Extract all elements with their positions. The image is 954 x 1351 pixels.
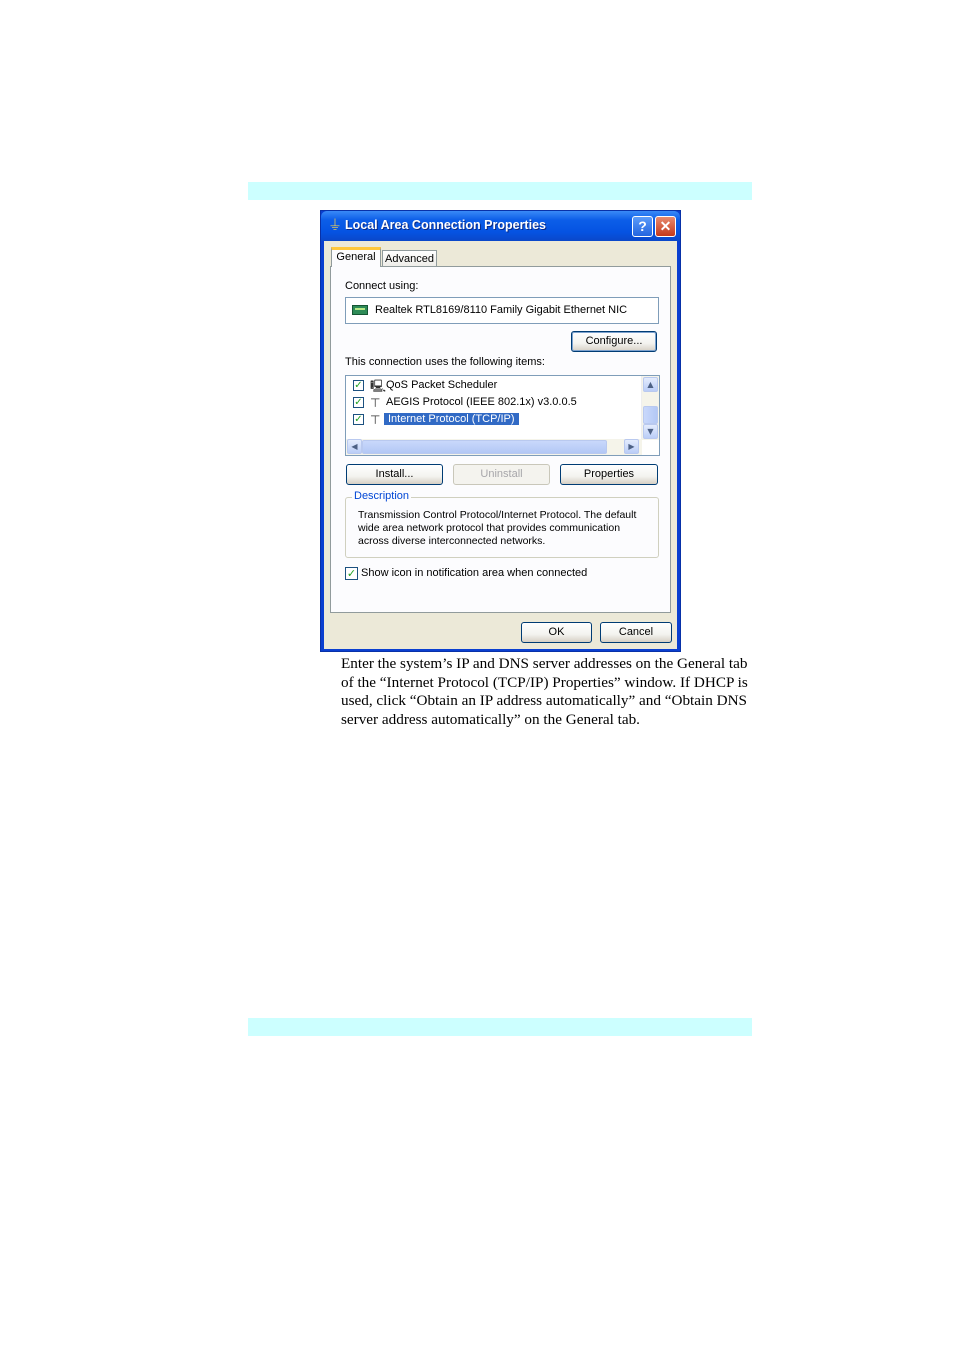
close-button[interactable]: ✕ [655, 216, 676, 237]
title-bar[interactable] [321, 211, 680, 241]
protocol-icon: ⊤ [370, 413, 381, 427]
item-label: QoS Packet Scheduler [386, 379, 498, 391]
dialog-title: Local Area Connection Properties [345, 218, 546, 232]
dialog-client-area [324, 241, 677, 649]
description-group [345, 490, 659, 558]
scroll-right-icon[interactable]: ▶ [624, 439, 639, 454]
scroll-thumb[interactable] [643, 406, 658, 424]
list-item[interactable] [346, 412, 642, 428]
configure-button[interactable]: Configure... [571, 331, 657, 352]
install-button[interactable]: Install... [346, 464, 443, 485]
show-icon-label: Show icon in notification area when connected [361, 567, 588, 579]
description-text: Transmission Control Protocol/Internet Protocol. The default wide area network protocol that provides communication across diverse interconnected networks. [358, 509, 637, 547]
adapter-name: Realtek RTL8169/8110 Family Gigabit Ethernet NIC [375, 304, 628, 316]
header-band [248, 182, 752, 200]
list-item[interactable] [346, 395, 642, 411]
network-connection-icon: ⏚ [328, 218, 342, 234]
item-checkbox[interactable]: ✓ [354, 414, 363, 425]
items-label: This connection uses the following items: [345, 356, 545, 368]
footer-band [248, 1018, 752, 1036]
general-tab-panel [330, 266, 671, 613]
horizontal-scrollbar[interactable] [346, 439, 642, 455]
scroll-up-icon[interactable]: ▲ [643, 377, 658, 392]
ok-button[interactable]: OK [521, 622, 592, 643]
scroll-left-icon[interactable]: ◀ [347, 439, 362, 454]
item-checkbox[interactable]: ✓ [354, 380, 363, 391]
adapter-field [345, 297, 659, 324]
list-item[interactable] [346, 378, 642, 394]
description-legend: Description [354, 490, 410, 502]
connection-items-list[interactable] [345, 375, 660, 456]
properties-button[interactable]: Properties [560, 464, 658, 485]
item-checkbox[interactable]: ✓ [354, 397, 363, 408]
scroll-down-icon[interactable]: ▼ [643, 424, 658, 439]
uninstall-button[interactable]: Uninstall [453, 464, 550, 485]
local-area-connection-properties-dialog [320, 210, 681, 652]
tab-general[interactable]: General [331, 247, 381, 267]
help-button[interactable]: ? [632, 216, 653, 237]
network-card-icon [352, 305, 368, 315]
network-scheduler-icon: 🖳 [370, 379, 387, 393]
tab-advanced[interactable]: Advanced [382, 250, 437, 268]
show-icon-checkbox[interactable]: ✓ [346, 567, 357, 580]
connect-using-label: Connect using: [345, 280, 419, 292]
protocol-icon: ⊤ [370, 396, 381, 410]
item-label-selected: Internet Protocol (TCP/IP) [384, 413, 519, 425]
vertical-scrollbar[interactable] [641, 376, 659, 440]
instruction-caption: Enter the system’s IP and DNS server addresses on the General tab of the “Internet Protocol (TCP/IP) Properties” window. If DHCP is used, click “Obtain an IP address automatically” and “Obtain DNS server address automatically” on the General tab. [341, 655, 748, 728]
horizontal-scroll-thumb[interactable] [362, 440, 607, 454]
cancel-button[interactable]: Cancel [600, 622, 672, 643]
item-label: AEGIS Protocol (IEEE 802.1x) v3.0.0.5 [386, 396, 577, 408]
